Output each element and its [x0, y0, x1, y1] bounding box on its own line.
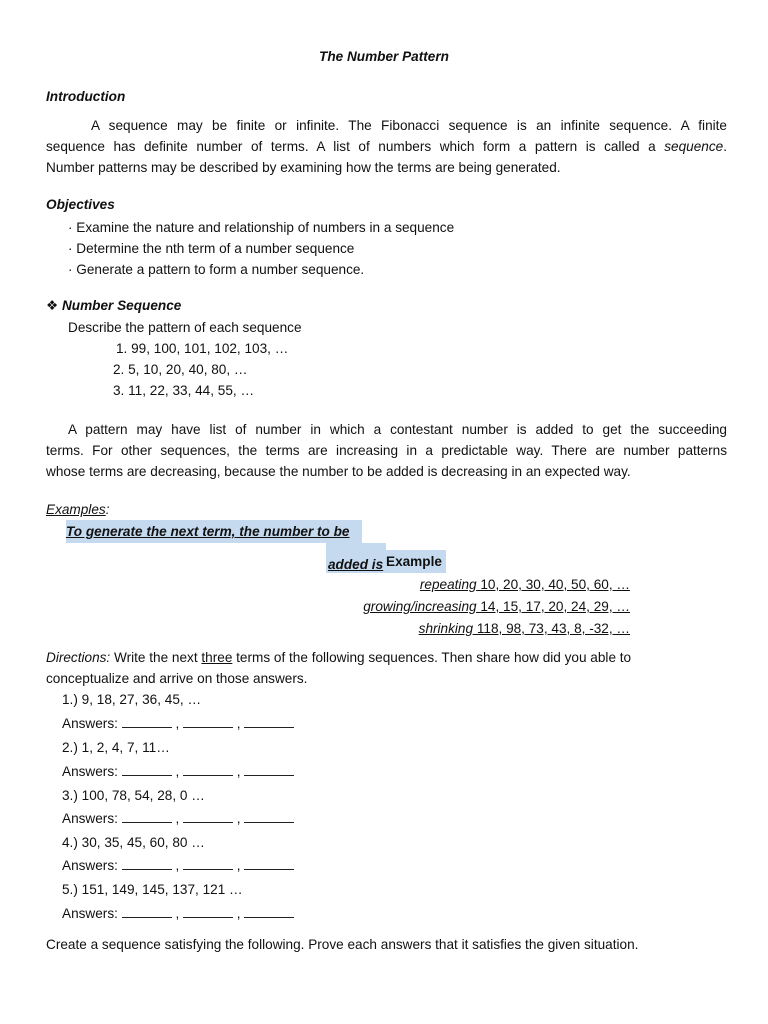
answers-label: Answers: [62, 858, 118, 873]
answer-blank[interactable] [244, 858, 294, 870]
directions-text-end: terms of the following sequences. Then share how did you able to [232, 650, 632, 665]
answers-label: Answers: [62, 811, 118, 826]
answer-blank[interactable] [122, 858, 172, 870]
objectives-list [68, 217, 454, 280]
answer-blank[interactable] [183, 716, 233, 728]
exercise-item-2: 2.) 1, 2, 4, 7, 11… [62, 740, 170, 755]
pattern-line-2: terms. For other sequences, the terms are increasing in a predictable way. There are number patterns [46, 442, 727, 458]
sequence-item-3: 3. 11, 22, 33, 44, 55, … [113, 383, 255, 398]
exercise-item-3: 3.) 100, 78, 54, 28, 0 … [62, 788, 205, 803]
answer-blank[interactable] [244, 906, 294, 918]
header-text-line-1: To generate the next term, the number to be [66, 524, 350, 539]
answer-line-4: Answers: , , [62, 858, 294, 873]
intro-line-1: A sequence may be finite or infinite. The Fibonacci sequence is an infinite sequence. A finite [91, 118, 727, 133]
example-values: 118, 98, 73, 43, 8, -32, … [473, 621, 630, 636]
header-text-line-2: added is [328, 557, 384, 572]
answer-line-1: Answers: , , [62, 716, 294, 731]
examples-label-text: Examples [46, 502, 106, 517]
example-row-growing [363, 599, 630, 614]
objective-item: · Generate a pattern to form a number sequence. [68, 262, 365, 277]
answer-blank[interactable] [244, 716, 294, 728]
pattern-line-1: A pattern may have list of number in which a contestant number is added to get the succeeding [68, 422, 727, 437]
example-values: 14, 15, 17, 20, 24, 29, … [476, 599, 630, 614]
intro-line-2 [46, 137, 727, 158]
introduction-heading: Introduction [46, 89, 126, 104]
objective-item: · Examine the nature and relationship of numbers in a sequence [68, 220, 455, 235]
pattern-paragraph [46, 420, 727, 482]
sequence-item-1: 1. 99, 100, 101, 102, 103, … [116, 341, 289, 356]
answers-label: Answers: [62, 764, 118, 779]
answers-label: Answers: [62, 906, 118, 921]
answer-blank[interactable] [122, 716, 172, 728]
sequence-item-2: 2. 5, 10, 20, 40, 80, … [113, 362, 248, 377]
intro-line-3: Number patterns may be described by examining how the terms are being generated. [46, 159, 561, 175]
example-values: 10, 20, 30, 40, 50, 60, … [476, 577, 630, 592]
closing-instruction: Create a sequence satisfying the following. Prove each answers that it satisfies the given situation. [46, 937, 639, 952]
diamond-bullet-icon: ❖ [46, 298, 59, 313]
example-kind: shrinking [418, 621, 474, 636]
number-sequence-title: Number Sequence [61, 298, 182, 313]
header-col2-label: Example [386, 554, 442, 569]
intro-term-sequence: sequence [664, 138, 724, 154]
answer-line-3: Answers: , , [62, 811, 294, 826]
example-row-shrinking [419, 621, 630, 636]
answer-blank[interactable] [183, 906, 233, 918]
exercise-item-5: 5.) 151, 149, 145, 137, 121 … [62, 882, 243, 897]
intro-line-2-text: sequence has definite number of terms. A list of numbers which form a pattern is called a [46, 138, 665, 154]
answer-line-5: Answers: , , [62, 906, 294, 921]
introduction-paragraph [46, 116, 727, 178]
answer-blank[interactable] [183, 811, 233, 823]
example-kind: growing/increasing [363, 599, 477, 614]
answer-blank[interactable] [183, 858, 233, 870]
exercise-item-1: 1.) 9, 18, 27, 36, 45, … [62, 692, 202, 707]
answer-blank[interactable] [122, 906, 172, 918]
example-kind: repeating [419, 577, 477, 592]
intro-line-2-end: . [723, 138, 727, 154]
directions-line-2: conceptualize and arrive on those answers. [46, 671, 308, 686]
exercise-item-4: 4.) 30, 35, 45, 60, 80 … [62, 835, 205, 850]
answers-label: Answers: [62, 716, 118, 731]
answer-blank[interactable] [183, 764, 233, 776]
directions-line-1 [46, 650, 631, 665]
examples-label [46, 502, 109, 517]
page-title: The Number Pattern [319, 49, 449, 64]
answer-line-2: Answers: , , [62, 764, 294, 779]
answer-blank[interactable] [244, 764, 294, 776]
examples-table-header-line-1 [66, 520, 362, 543]
examples-colon: : [105, 502, 110, 517]
example-row-repeating [420, 577, 630, 592]
objective-item: · Determine the nth term of a number sequence [68, 241, 355, 256]
answer-blank[interactable] [122, 811, 172, 823]
objectives-heading: Objectives [46, 197, 115, 212]
number-sequence-instruction: Describe the pattern of each sequence [68, 320, 302, 335]
answer-blank[interactable] [122, 764, 172, 776]
pattern-line-3: whose terms are decreasing, because the number to be added is decreasing in an expected way. [46, 463, 631, 479]
answer-blank[interactable] [244, 811, 294, 823]
directions-label: Directions: [46, 650, 111, 665]
directions-three: three [201, 650, 233, 665]
directions-text: Write the next [110, 650, 202, 665]
number-sequence-heading [46, 298, 181, 314]
